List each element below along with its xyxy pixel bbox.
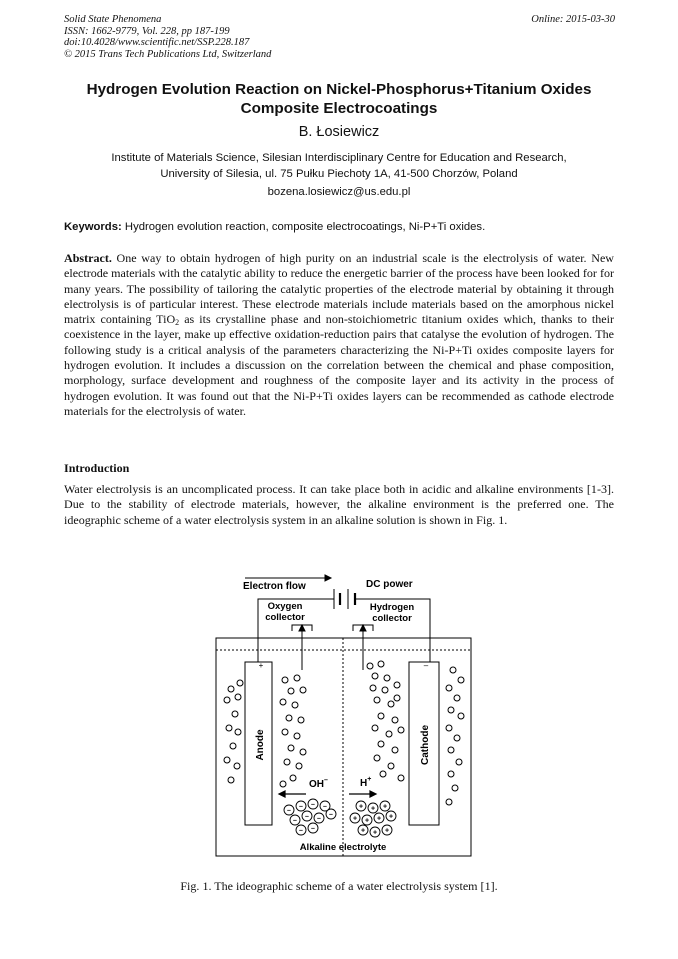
gas-bubble: [378, 661, 384, 667]
hydroxide-ion-sign: –: [299, 827, 303, 835]
gas-bubble: [300, 749, 306, 755]
gas-bubble: [452, 785, 458, 791]
gas-bubble: [372, 673, 378, 679]
intro-paragraph: Water electrolysis is an uncomplicated process. It can take place both in acidic and alkaline environments [1-3]. Due to the stability of electrode materials, however, the alkaline environment is the preferred one. The ideographic scheme of a water electrolysis system in an alkaline solution is shown in Fig. 1.: [64, 482, 614, 527]
arrow-head: [325, 575, 331, 581]
proton-ion-sign: +: [360, 827, 366, 835]
gas-bubble: [282, 677, 288, 683]
gas-bubble: [300, 687, 306, 693]
gas-bubble: [370, 685, 376, 691]
paper-title: [40, 81, 638, 118]
figure-caption: Fig. 1. The ideographic scheme of a water electrolysis system [1].: [180, 879, 498, 893]
gas-bubble: [284, 759, 290, 765]
proton-ion-sign: +: [382, 803, 388, 811]
oxygen-label-1: Oxygen: [267, 601, 303, 612]
dc-power-label: DC power: [366, 579, 413, 590]
gas-bubble: [448, 747, 454, 753]
gas-bubble: [292, 702, 298, 708]
gas-bubble: [230, 743, 236, 749]
gas-bubble: [384, 675, 390, 681]
gas-bubble: [237, 680, 243, 686]
keywords: [64, 221, 624, 233]
gas-bubble: [226, 725, 232, 731]
gas-bubble: [228, 777, 234, 783]
proton-ion-sign: +: [370, 805, 376, 813]
proton-ion-sign: +: [372, 829, 378, 837]
proton-ion-sign: +: [364, 817, 370, 825]
hydroxide-charge: –: [324, 777, 328, 784]
anode-plus-sign: +: [258, 661, 264, 670]
oxygen-label-2: collector: [265, 612, 305, 623]
gas-bubble: [454, 695, 460, 701]
hydroxide-label: [309, 777, 328, 790]
gas-bubble: [378, 741, 384, 747]
hydroxide-ion-sign: –: [311, 825, 315, 833]
gas-bubble: [458, 713, 464, 719]
ion-arrows: [279, 791, 376, 797]
cathode-minus-sign: –: [423, 661, 429, 670]
hydroxide-ion-sign: –: [323, 803, 327, 811]
abstract-text-1: One way to obtain hydrogen of high purity on an industrial scale is the electrolysis of water. New electrode materials with the catalytic ability to reduce the energetic barrier of the process have been looked for for many years. The possibility of tailoring the catalytic properties of the electrode material by obtaining it through electrolysis is of particular interest. These electrode materials include materials based on the amorphous nickel matrix containing TiO: [64, 251, 614, 327]
title-line-1: Hydrogen Evolution Reaction on Nickel-Phosphorus+Titanium Oxides: [86, 81, 592, 98]
anode-label: Anode: [255, 729, 266, 761]
battery-icon: [334, 589, 355, 609]
gas-bubble: [367, 663, 373, 669]
electrolyte-label: Alkaline electrolyte: [299, 842, 387, 853]
electron-flow-label: Electron flow: [243, 581, 306, 592]
gas-bubble: [290, 775, 296, 781]
gas-bubble: [280, 781, 286, 787]
gas-bubble: [446, 685, 452, 691]
email[interactable]: bozena.losiewicz@us.edu.pl: [267, 186, 411, 198]
gas-bubble: [458, 677, 464, 683]
ions: [284, 799, 396, 837]
hydrogen-label-1: Hydrogen: [369, 602, 415, 613]
gas-bubble: [224, 697, 230, 703]
abstract-label: Abstract.: [64, 251, 112, 265]
gas-bubble: [392, 747, 398, 753]
gas-bubble: [228, 686, 234, 692]
gas-bubble: [374, 697, 380, 703]
gas-bubble: [450, 667, 456, 673]
gas-bubble: [398, 775, 404, 781]
gas-bubble: [392, 717, 398, 723]
gas-bubble: [280, 699, 286, 705]
proton-charge: +: [367, 776, 372, 783]
abstract-subscript: 2: [175, 318, 180, 328]
proton-ion-sign: +: [358, 803, 364, 811]
electrolysis-diagram: [205, 570, 475, 860]
gas-bubble: [288, 688, 294, 694]
hydrogen-label-2: collector: [372, 613, 412, 624]
affiliation-line-2: University of Silesia, ul. 75 Pułku Piechoty 1A, 41-500 Chorzów, Poland: [160, 167, 518, 180]
gas-bubble: [446, 725, 452, 731]
gas-bubble: [388, 701, 394, 707]
abstract-text-2: as its crystalline phase and non-stoichiometric titanium oxides which, thanks to their coexistence in the layer, make up effective oxidation-reduction pairs that catalyse the evolution of hydrogen. The following study is a critical analysis of the parameters characterizing the Ni-P+Ti oxides composite layers for hydrogen evolution. It includes a discussion on the correlation between the chemical and phase composition, morphology, surface development and roughness of the composite layer and its activity in the process of hydrogen evolution. It was found out that the Ni-P+Ti oxides layers can be recommended as cathode electrode materials for the electrolysis of water.: [64, 312, 615, 418]
cathode-label: Cathode: [420, 725, 431, 765]
gas-bubble: [456, 759, 462, 765]
journal-name: Solid State Phenomena: [64, 14, 162, 25]
gas-bubble: [224, 757, 230, 763]
gas-bubble: [446, 799, 452, 805]
hydroxide-ion-sign: –: [299, 803, 303, 811]
hydroxide-ion-sign: –: [329, 811, 333, 819]
gas-bubble: [286, 715, 292, 721]
gas-bubble: [394, 695, 400, 701]
hydroxide-ion-sign: –: [293, 817, 297, 825]
gas-bubble: [388, 763, 394, 769]
gas-bubble: [380, 771, 386, 777]
online-date: Online: 2015-03-30: [531, 14, 615, 25]
gas-bubble: [374, 755, 380, 761]
gas-bubble: [382, 687, 388, 693]
abstract: [64, 251, 614, 419]
proton-ion-sign: +: [376, 815, 382, 823]
hydroxide-ion-sign: –: [287, 807, 291, 815]
gas-bubble: [298, 717, 304, 723]
title-line-2: Composite Electrocoatings: [240, 99, 438, 117]
copyright: © 2015 Trans Tech Publications Ltd, Switzerland: [64, 48, 272, 60]
gas-bubble: [448, 771, 454, 777]
gas-bubble: [454, 735, 460, 741]
gas-bubble: [386, 731, 392, 737]
gas-bubble: [378, 713, 384, 719]
proton-text: H: [360, 778, 368, 789]
hydroxide-ion-sign: –: [305, 813, 309, 821]
keywords-text: Hydrogen evolution reaction, composite electrocoatings, Ni-P+Ti oxides.: [121, 221, 486, 233]
gas-bubble: [234, 763, 240, 769]
gas-bubble: [448, 707, 454, 713]
issn: ISSN: 1662-9779, Vol. 228, pp 187-199: [64, 25, 230, 37]
hydroxide-text: OH: [309, 779, 324, 790]
gas-bubble: [288, 745, 294, 751]
gas-bubble: [235, 694, 241, 700]
collectors: [292, 625, 373, 670]
journal-header: [64, 14, 271, 60]
intro-heading: Introduction: [64, 461, 130, 475]
author: B. Łosiewicz: [298, 124, 380, 140]
keywords-label: Keywords:: [64, 221, 122, 233]
affiliation: [70, 151, 608, 182]
gas-bubble: [294, 675, 300, 681]
proton-ion-sign: +: [352, 815, 358, 823]
doi: doi:10.4028/www.scientific.net/SSP.228.187: [64, 37, 250, 48]
proton-label: [360, 776, 371, 789]
gas-bubble: [394, 682, 400, 688]
hydroxide-ion-sign: –: [311, 801, 315, 809]
gas-bubble: [372, 725, 378, 731]
gas-bubble: [232, 711, 238, 717]
proton-ion-sign: +: [388, 813, 394, 821]
gas-bubble: [294, 733, 300, 739]
proton-ion-sign: +: [384, 827, 390, 835]
gas-bubble: [282, 729, 288, 735]
gas-bubble: [296, 763, 302, 769]
gas-bubble: [235, 729, 241, 735]
hydroxide-ion-sign: –: [317, 815, 321, 823]
gas-bubble: [398, 727, 404, 733]
affiliation-line-1: Institute of Materials Science, Silesian Interdisciplinary Centre for Education and Research,: [111, 152, 567, 164]
